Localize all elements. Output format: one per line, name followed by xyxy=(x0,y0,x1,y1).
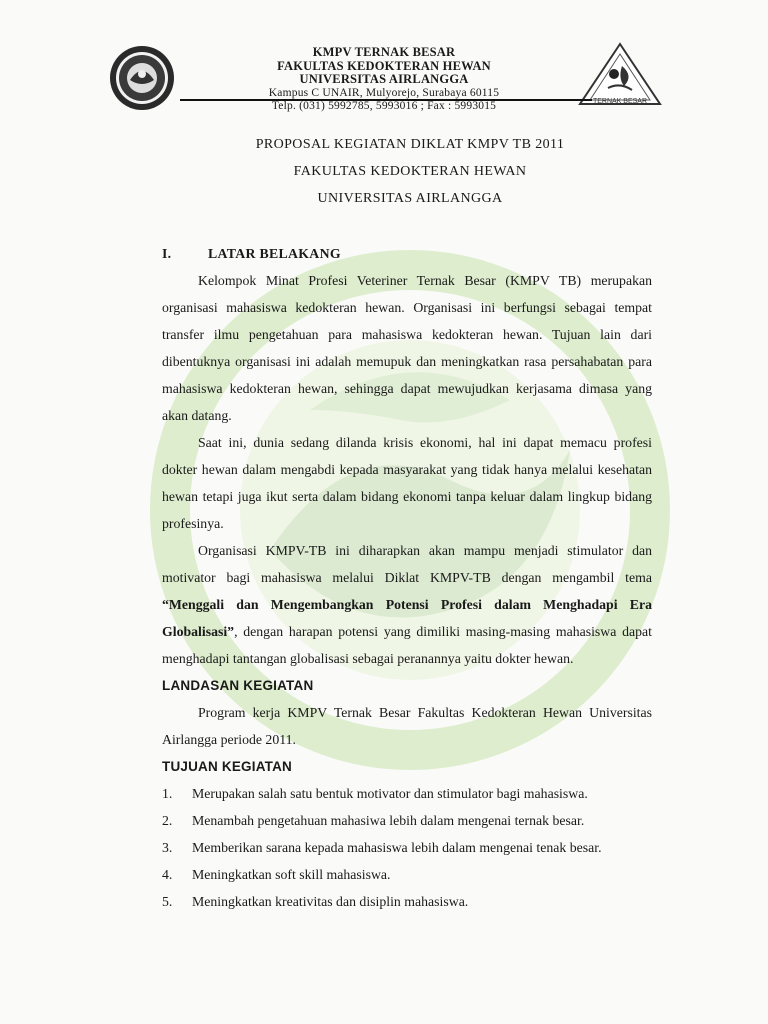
document-body xyxy=(162,240,652,915)
section-title: LATAR BELAKANG xyxy=(208,246,341,261)
proposal-title-block xyxy=(150,136,670,217)
list-text: Menambah pengetahuan mahasiwa lebih dalam mengenai ternak besar. xyxy=(192,813,585,828)
kmpv-logo-caption: TERNAK BESAR xyxy=(592,98,648,105)
paragraph-3-outro: , dengan harapan potensi yang dimiliki masing-masing mahasiswa dapat menghadapi tantangan globalisasi sebagai peranannya yaitu dokter hewan. xyxy=(162,624,652,666)
landasan-heading: LANDASAN KEGIATAN xyxy=(162,678,314,693)
list-text: Merupakan salah satu bentuk motivator dan stimulator bagi mahasiswa. xyxy=(192,786,588,801)
paragraph-3 xyxy=(162,537,652,672)
proposal-university: UNIVERSITAS AIRLANGGA xyxy=(317,191,503,206)
list-number: 5. xyxy=(162,894,173,909)
list-number: 1. xyxy=(162,786,173,801)
letterhead-phone: Telp. (031) 5992785, 5993016 ; Fax : 5993015 xyxy=(271,100,497,112)
university-seal-logo xyxy=(108,44,176,112)
section-number: I. xyxy=(162,246,172,261)
tujuan-list xyxy=(162,780,652,915)
list-number: 4. xyxy=(162,867,173,882)
paragraph-2: Saat ini, dunia sedang dilanda krisis ekonomi, hal ini dapat memacu profesi dokter hewan dalam mengabdi kepada masyarakat yang tidak hanya melalui kesehatan hewan tetapi juga ikut serta dalam bidang ekonomi tanpa keluar dalam lingkup bidang profesinya. xyxy=(162,435,652,531)
list-item xyxy=(162,807,652,834)
letterhead xyxy=(200,46,568,114)
proposal-faculty: FAKULTAS KEDOKTERAN HEWAN xyxy=(293,164,527,179)
paragraph-3-intro: Organisasi KMPV-TB ini diharapkan akan mampu menjadi stimulator dan motivator bagi mahasiswa melalui Diklat KMPV-TB dengan mengambil tema xyxy=(162,543,652,585)
letterhead-divider xyxy=(180,99,592,101)
list-number: 2. xyxy=(162,813,173,828)
list-text: Memberikan sarana kepada mahasiswa lebih dalam mengenai tenak besar. xyxy=(192,840,602,855)
list-item xyxy=(162,888,652,915)
list-text: Meningkatkan soft skill mahasiswa. xyxy=(192,867,391,882)
list-text: Meningkatkan kreativitas dan disiplin mahasiswa. xyxy=(192,894,469,909)
list-item xyxy=(162,861,652,888)
list-number: 3. xyxy=(162,840,173,855)
list-item xyxy=(162,780,652,807)
section-heading-latar-belakang xyxy=(162,240,652,267)
proposal-title: PROPOSAL KEGIATAN DIKLAT KMPV TB 2011 xyxy=(255,137,565,152)
list-item xyxy=(162,834,652,861)
letterhead-org-name: KMPV TERNAK BESAR xyxy=(312,45,456,59)
paragraph-3-theme: “Menggali dan Mengembangkan Potensi Profesi dalam Menghadapi Era Globalisasi” xyxy=(162,597,652,639)
letterhead-university: UNIVERSITAS AIRLANGGA xyxy=(299,72,469,86)
tujuan-heading: TUJUAN KEGIATAN xyxy=(162,759,292,774)
landasan-text: Program kerja KMPV Ternak Besar Fakultas Kedokteran Hewan Universitas Airlangga periode 2011. xyxy=(162,705,652,747)
paragraph-1: Kelompok Minat Profesi Veteriner Ternak Besar (KMPV TB) merupakan organisasi mahasiswa kedokteran hewan. Organisasi ini berfungsi sebagai tempat transfer ilmu pengetahuan para mahasiswa kedokteran hewan. Tujuan lain dari dibentuknya organisasi ini adalah memupuk dan meningkatkan rasa persahabatan para mahasiswa kedokteran hewan, sehingga dapat mewujudkan kerjasama dimasa yang akan datang. xyxy=(162,273,652,423)
letterhead-address: Kampus C UNAIR, Mulyorejo, Surabaya 60115 xyxy=(268,86,500,99)
letterhead-faculty: FAKULTAS KEDOKTERAN HEWAN xyxy=(277,58,491,73)
